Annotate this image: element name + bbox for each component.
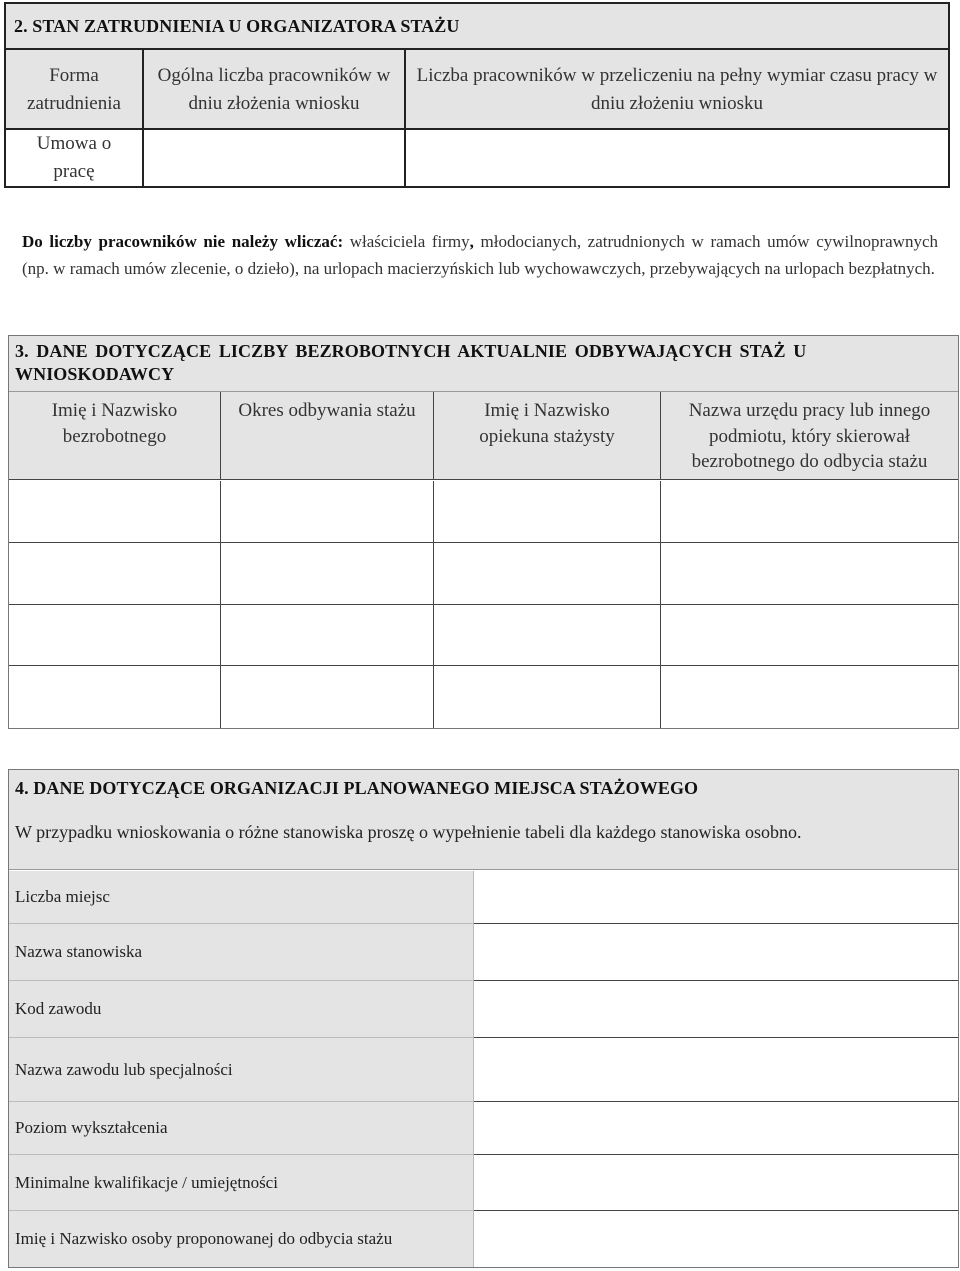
- supervisor-name-cell[interactable]: [434, 481, 661, 543]
- field-label-occupation-code: [9, 981, 474, 1038]
- supervisor-name-input[interactable]: [434, 543, 660, 604]
- supervisor-name-cell[interactable]: [434, 666, 661, 728]
- occupation-code-field[interactable]: [474, 981, 958, 1038]
- proposed-intern-name-input[interactable]: [474, 1211, 958, 1267]
- unemployed-name-input[interactable]: [9, 666, 220, 728]
- unemployed-name-cell[interactable]: [9, 666, 221, 728]
- row-label-employment-contract: [6, 130, 144, 186]
- occupation-name-field[interactable]: [474, 1038, 958, 1102]
- field-label-text: Poziom wykształcenia: [15, 1118, 168, 1137]
- internship-period-input[interactable]: [221, 481, 433, 542]
- field-label-occupation-name: [9, 1038, 474, 1102]
- field-label-proposed-intern-name: [9, 1211, 474, 1267]
- column-header-label: Forma zatrudnienia: [27, 65, 121, 114]
- column-header-label: Okres odbywania stażu: [238, 400, 416, 421]
- proposed-intern-name-field[interactable]: [474, 1211, 958, 1267]
- note-text-part2: młodocianych, zatrudnionych w ramach umów cywilnoprawnych (np. w ramach umów zlecenie, o dzieło), na urlopach macierzyńskich lub wychowawczych, przebywających na urlopach bezpłatnych.: [22, 232, 938, 278]
- unemployed-name-input[interactable]: [9, 481, 220, 542]
- internship-period-cell[interactable]: [221, 666, 434, 728]
- occupation-code-input[interactable]: [474, 981, 958, 1037]
- supervisor-name-input[interactable]: [434, 481, 660, 542]
- note-bold-prefix: Do liczby pracowników nie należy wliczać:: [22, 232, 344, 251]
- number-of-places-field[interactable]: [474, 871, 958, 924]
- column-header-total-employees: [144, 50, 406, 130]
- supervisor-name-input[interactable]: [434, 605, 660, 665]
- supervisor-name-cell[interactable]: [434, 605, 661, 666]
- unemployed-name-input[interactable]: [9, 543, 220, 604]
- internship-period-cell[interactable]: [221, 481, 434, 543]
- column-header-unemployed-name: [9, 392, 221, 480]
- unemployed-name-input[interactable]: [9, 605, 220, 665]
- minimum-qualifications-field[interactable]: [474, 1155, 958, 1211]
- section2-note: [22, 228, 938, 282]
- field-label-number-of-places: [9, 871, 474, 924]
- internship-period-input[interactable]: [221, 543, 433, 604]
- column-header-label: Ogólna liczba pracowników w dniu złożenia wniosku: [157, 65, 391, 114]
- column-header-label: Imię i Nazwisko bezrobotnego: [51, 400, 178, 447]
- field-label-text: Minimalne kwalifikacje / umiejętności: [15, 1172, 278, 1192]
- field-label-text: Liczba miejsc: [15, 887, 110, 906]
- row-label-text: Umowa o pracę: [36, 133, 112, 182]
- referring-office-input[interactable]: [661, 481, 958, 542]
- field-label-minimum-qualifications: [9, 1155, 474, 1211]
- supervisor-name-input[interactable]: [434, 666, 660, 728]
- referring-office-cell[interactable]: [661, 666, 958, 728]
- fulltime-equivalent-input[interactable]: [406, 130, 948, 186]
- minimum-qualifications-input[interactable]: [474, 1155, 958, 1210]
- section4-title: 4. DANE DOTYCZĄCE ORGANIZACJI PLANOWANEGO MIEJSCA STAŻOWEGO: [15, 778, 699, 798]
- internship-period-cell[interactable]: [221, 605, 434, 666]
- section3-title: 3. DANE DOTYCZĄCE LICZBY BEZROBOTNYCH AKTUALNIE ODBYWAJĄCYCH STAŻ U WNIOSKODAWCY: [15, 341, 807, 384]
- field-label-text: Kod zawodu: [15, 999, 102, 1018]
- total-employees-input[interactable]: [144, 130, 404, 186]
- section4-subtitle: W przypadku wnioskowania o różne stanowiska proszę o wypełnienie tabeli dla każdego stanowiska osobno.: [15, 822, 802, 842]
- field-label-position-name: [9, 924, 474, 981]
- referring-office-input[interactable]: [661, 666, 958, 728]
- unemployed-name-cell[interactable]: [9, 605, 221, 666]
- column-header-label: Liczba pracowników w przeliczeniu na pełny wymiar czasu pracy w dniu złożeniu wniosku: [416, 65, 938, 114]
- column-header-employment-form: [6, 50, 144, 130]
- fulltime-equivalent-field[interactable]: [406, 130, 948, 186]
- position-name-input[interactable]: [474, 924, 958, 980]
- section2-title: 2. STAN ZATRUDNIENIA U ORGANIZATORA STAŻU: [14, 15, 460, 36]
- total-employees-field[interactable]: [144, 130, 406, 186]
- referring-office-cell[interactable]: [661, 605, 958, 666]
- section3-title-bar: [9, 336, 958, 392]
- occupation-name-input[interactable]: [474, 1038, 958, 1101]
- internship-period-input[interactable]: [221, 666, 433, 728]
- referring-office-cell[interactable]: [661, 543, 958, 605]
- column-header-label: Imię i Nazwisko opiekuna stażysty: [479, 400, 615, 447]
- position-name-field[interactable]: [474, 924, 958, 981]
- internship-period-input[interactable]: [221, 605, 433, 665]
- column-header-label: Nazwa urzędu pracy lub innego podmiotu, który skierował bezrobotnego do odbycia stażu: [688, 400, 931, 472]
- note-text-part1: właściciela firmy: [343, 232, 470, 251]
- column-header-referring-office: [661, 392, 958, 480]
- education-level-field[interactable]: [474, 1102, 958, 1155]
- note-bold-comma: ,: [469, 232, 474, 251]
- field-label-text: Nazwa zawodu lub specjalności: [15, 1059, 233, 1079]
- unemployed-name-cell[interactable]: [9, 481, 221, 543]
- section4-title-bar: [9, 770, 958, 870]
- field-label-text: Imię i Nazwisko osoby proponowanej do odbycia stażu: [15, 1229, 393, 1248]
- number-of-places-input[interactable]: [474, 871, 958, 923]
- referring-office-input[interactable]: [661, 543, 958, 604]
- field-label-text: Nazwa stanowiska: [15, 942, 142, 961]
- unemployed-name-cell[interactable]: [9, 543, 221, 605]
- column-header-fulltime-equivalent: [406, 50, 948, 130]
- internship-period-cell[interactable]: [221, 543, 434, 605]
- section2-title-bar: [6, 4, 948, 50]
- supervisor-name-cell[interactable]: [434, 543, 661, 605]
- education-level-input[interactable]: [474, 1102, 958, 1154]
- referring-office-input[interactable]: [661, 605, 958, 665]
- referring-office-cell[interactable]: [661, 481, 958, 543]
- field-label-education-level: [9, 1102, 474, 1155]
- column-header-internship-period: [221, 392, 434, 480]
- column-header-supervisor-name: [434, 392, 661, 480]
